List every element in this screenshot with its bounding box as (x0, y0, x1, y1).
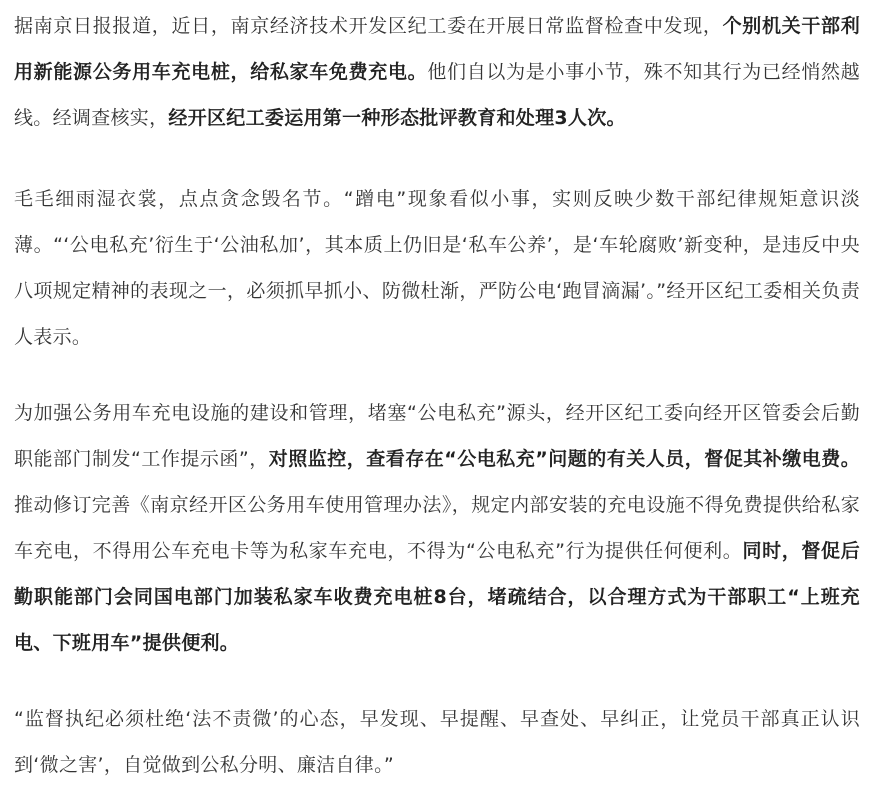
paragraph-1 (14, 3, 860, 141)
paragraph-2 (14, 176, 860, 360)
p1-text-2: 他们自以为是小事小节，殊不知其行为已经悄然越线。经调查核实， (14, 61, 860, 129)
p3-text-1: 为加强公务用车充电设施的建设和管理，堵塞“公电私充”源头，经开区纪工委向经开区管委会后勤职能部门制发“工作提示函”， (14, 402, 860, 470)
p1-bold-1: 个别机关干部利用新能源公务用车充电桩，给私家车免费充电。 (14, 15, 860, 83)
paragraph-3 (14, 390, 860, 666)
p1-bold-2: 经开区纪工委运用第一种形态批评教育和处理3人次。 (168, 107, 626, 129)
p2-text-1: 毛毛细雨湿衣裳，点点贪念毁名节。“蹭电”现象看似小事，实则反映少数干部纪律规矩意识淡薄。“‘公电私充’衍生于‘公油私加’，其本质上仍旧是‘私车公养’，是‘车轮腐败’新变种，是违反中央八项规定精神的表现之一，必须抓早抓小、防微杜渐，严防公电‘跑冒滴漏’。”经开区纪工委相关负责人表示。 (14, 188, 860, 348)
paragraph-4 (14, 696, 860, 788)
p3-bold-2: 同时，督促后勤职能部门会同国电部门加装私家车收费充电桩8台，堵疏结合，以合理方式为干部职工“上班充电、下班用车”提供便利。 (14, 540, 860, 654)
p3-bold-1: 对照监控，查看存在“公电私充”问题的有关人员，督促其补缴电费。 (268, 448, 860, 470)
p3-text-2: 推动修订完善《南京经开区公务用车使用管理办法》，规定内部安装的充电设施不得免费提供给私家车充电，不得用公车充电卡等为私家车充电，不得为“公电私充”行为提供任何便利。 (14, 494, 860, 562)
p4-text-1: “监督执纪必须杜绝‘法不责微’的心态，早发现、早提醒、早查处、早纠正，让党员干部真正认识到‘微之害’，自觉做到公私分明、廉洁自律。” (14, 708, 860, 776)
p1-text-1: 据南京日报报道，近日，南京经济技术开发区纪工委在开展日常监督检查中发现， (14, 15, 723, 37)
